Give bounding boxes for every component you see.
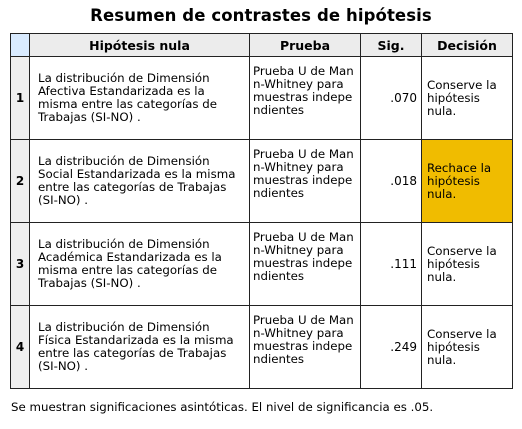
test-cell: Prueba U de Mann-Whitney para muestras independientes [250, 223, 361, 306]
column-header-sig: Sig. [361, 34, 422, 57]
row-number: 1 [11, 57, 30, 140]
decision-cell: Conserve la hipótesis nula. [422, 306, 513, 389]
column-header-decision: Decisión [422, 34, 513, 57]
test-cell: Prueba U de Mann-Whitney para muestras independientes [250, 140, 361, 223]
hypothesis-summary-table [10, 33, 513, 389]
table-title: Resumen de contrastes de hipótesis [90, 6, 432, 25]
hypothesis-cell: La distribución de Dimensión Académica Estandarizada es la misma entre las categorías de Trabajas (SI-NO) . [30, 223, 250, 306]
table-row [11, 223, 513, 306]
hypothesis-cell: La distribución de Dimensión Física Estandarizada es la misma entre las categorías de Trabajas (SI-NO) . [30, 306, 250, 389]
sig-cell: .111 [361, 223, 422, 306]
column-header-test: Prueba [250, 34, 361, 57]
row-number: 4 [11, 306, 30, 389]
row-number: 2 [11, 140, 30, 223]
table-row [11, 306, 513, 389]
decision-cell: Conserve la hipótesis nula. [422, 57, 513, 140]
table-row [11, 140, 513, 223]
decision-cell: Conserve la hipótesis nula. [422, 223, 513, 306]
decision-cell-rejected: Rechace la hipótesis nula. [422, 140, 513, 223]
footnote: Se muestran significaciones asintóticas. El nivel de significancia es .05. [11, 400, 434, 414]
corner-cell [11, 34, 30, 57]
test-cell: Prueba U de Mann-Whitney para muestras independientes [250, 306, 361, 389]
sig-cell: .070 [361, 57, 422, 140]
sig-cell: .018 [361, 140, 422, 223]
hypothesis-cell: La distribución de Dimensión Afectiva Estandarizada es la misma entre las categorías de Trabajas (SI-NO) . [30, 57, 250, 140]
column-header-hypothesis: Hipótesis nula [30, 34, 250, 57]
table-row [11, 57, 513, 140]
hypothesis-cell: La distribución de Dimensión Social Estandarizada es la misma entre las categorías de Trabajas (SI-NO) . [30, 140, 250, 223]
sig-cell: .249 [361, 306, 422, 389]
row-number: 3 [11, 223, 30, 306]
test-cell: Prueba U de Mann-Whitney para muestras independientes [250, 57, 361, 140]
header-row [11, 34, 513, 57]
